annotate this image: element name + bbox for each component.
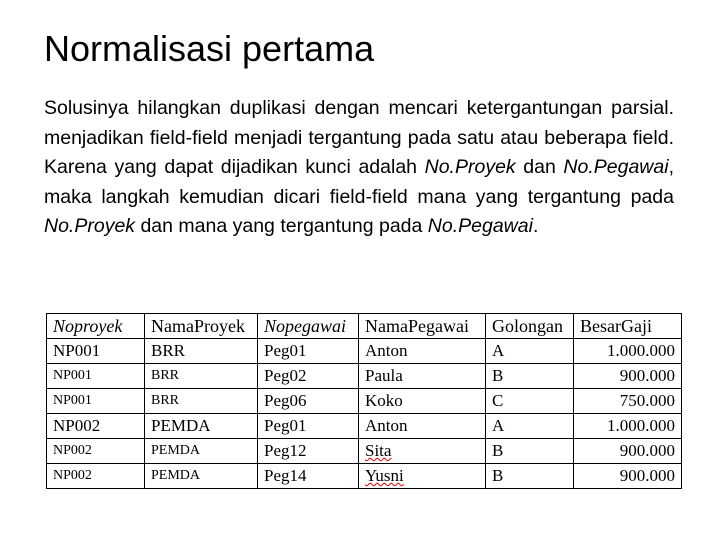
cell-besargaji: 900.000 — [574, 439, 682, 464]
spellcheck-underlined-name: Yusni — [365, 466, 404, 485]
key-noproyek: No.Proyek — [44, 215, 136, 237]
body-paragraph — [44, 94, 674, 242]
cell-namapegawai: Koko — [359, 389, 486, 414]
cell-namapegawai: Anton — [359, 414, 486, 439]
paragraph-text: dan mana yang tergantung pada — [135, 215, 428, 237]
cell-namaproyek: BRR — [145, 389, 258, 414]
cell-golongan: B — [486, 439, 574, 464]
key-nopegawai: No.Pegawai — [563, 156, 669, 178]
header-namapegawai: NamaPegawai — [359, 314, 486, 339]
cell-noproyek: NP001 — [47, 364, 145, 389]
table-row — [47, 389, 682, 414]
table-row — [47, 364, 682, 389]
cell-noproyek: NP001 — [47, 389, 145, 414]
cell-golongan: B — [486, 364, 574, 389]
header-namaproyek: NamaProyek — [145, 314, 258, 339]
cell-besargaji: 900.000 — [574, 364, 682, 389]
cell-besargaji: 1.000.000 — [574, 414, 682, 439]
header-noproyek: Noproyek — [47, 314, 145, 339]
cell-nopegawai: Peg12 — [258, 439, 359, 464]
cell-namaproyek: PEMDA — [145, 439, 258, 464]
table-row — [47, 414, 682, 439]
cell-namapegawai: Anton — [359, 339, 486, 364]
cell-golongan: A — [486, 414, 574, 439]
table-header-row — [47, 314, 682, 339]
key-noproyek: No.Proyek — [424, 156, 516, 178]
paragraph-text: Solusinya hilangkan duplikasi dengan mencari ketergantungan parsial. menjadikan field-field menjadi tergantung pada satu atau beberapa field. Karena yang dapat dijadikan kunci adalah — [44, 97, 674, 178]
cell-golongan: C — [486, 389, 574, 414]
paragraph-text: . — [532, 215, 539, 237]
paragraph-text: dan — [515, 156, 564, 178]
cell-besargaji: 900.000 — [574, 464, 682, 489]
cell-noproyek: NP002 — [47, 439, 145, 464]
cell-golongan: A — [486, 339, 574, 364]
cell-nopegawai: Peg01 — [258, 414, 359, 439]
cell-besargaji: 750.000 — [574, 389, 682, 414]
header-besargaji: BesarGaji — [574, 314, 682, 339]
cell-noproyek: NP001 — [47, 339, 145, 364]
header-nopegawai: Nopegawai — [258, 314, 359, 339]
cell-namapegawai — [359, 439, 486, 464]
project-employee-table — [46, 313, 682, 489]
cell-nopegawai: Peg14 — [258, 464, 359, 489]
cell-namapegawai: Paula — [359, 364, 486, 389]
cell-nopegawai: Peg06 — [258, 389, 359, 414]
cell-namaproyek: PEMDA — [145, 414, 258, 439]
cell-noproyek: NP002 — [47, 414, 145, 439]
cell-besargaji: 1.000.000 — [574, 339, 682, 364]
cell-namaproyek: BRR — [145, 339, 258, 364]
cell-namaproyek: PEMDA — [145, 464, 258, 489]
cell-nopegawai: Peg01 — [258, 339, 359, 364]
key-nopegawai: No.Pegawai — [427, 215, 533, 237]
table-row — [47, 339, 682, 364]
paragraph-text: , maka langkah kemudian dicari field-field mana yang tergantung pada — [44, 156, 674, 208]
header-golongan: Golongan — [486, 314, 574, 339]
table-row — [47, 464, 682, 489]
cell-golongan: B — [486, 464, 574, 489]
cell-namaproyek: BRR — [145, 364, 258, 389]
table-row — [47, 439, 682, 464]
cell-namapegawai — [359, 464, 486, 489]
cell-nopegawai: Peg02 — [258, 364, 359, 389]
spellcheck-underlined-name: Sita — [365, 441, 392, 460]
cell-noproyek: NP002 — [47, 464, 145, 489]
slide-title: Normalisasi pertama — [44, 28, 375, 69]
